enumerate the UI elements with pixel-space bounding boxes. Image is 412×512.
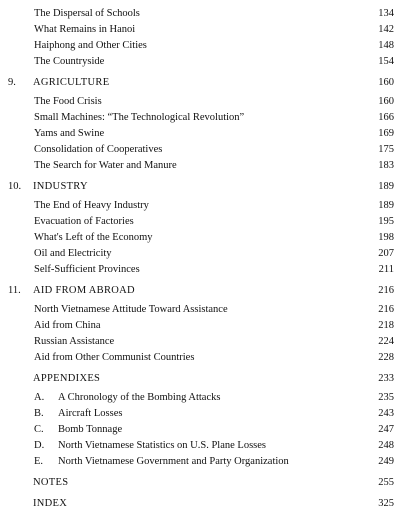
toc-entry-row[interactable] [0, 22, 412, 38]
appendix-entry-row[interactable] [0, 438, 412, 454]
appendixes-title: APPENDIXES [33, 373, 101, 384]
appendix-letter: E. [34, 456, 44, 467]
appendix-letter: A. [34, 392, 45, 403]
chapter-title: INDUSTRY [33, 181, 88, 192]
appendix-title: North Vietnamese Government and Party Organization [58, 456, 289, 467]
toc-entry-row[interactable] [0, 126, 412, 142]
toc-chapter-row[interactable] [0, 75, 412, 91]
page-number: 233 [378, 373, 394, 384]
page-number: 166 [378, 112, 394, 123]
page-number: 249 [378, 456, 394, 467]
entry-title: Yams and Swine [34, 128, 105, 139]
appendixes-heading-row[interactable] [0, 371, 412, 387]
page-number: 175 [378, 144, 394, 155]
page-number: 248 [378, 440, 394, 451]
appendix-entry-row[interactable] [0, 454, 412, 470]
toc-chapter-row[interactable] [0, 179, 412, 195]
toc-entry-row[interactable] [0, 214, 412, 230]
table-of-contents [0, 6, 412, 512]
page-number: 148 [378, 40, 394, 51]
page-number: 207 [378, 248, 394, 259]
appendix-title: Bomb Tonnage [58, 424, 123, 435]
entry-title: Russian Assistance [34, 336, 115, 347]
toc-entry-row[interactable] [0, 198, 412, 214]
page-number: 235 [378, 392, 394, 403]
appendix-title: A Chronology of the Bombing Attacks [58, 392, 221, 403]
entry-title: Aid from Other Communist Countries [34, 352, 195, 363]
appendix-entry-row[interactable] [0, 422, 412, 438]
toc-entry-row[interactable] [0, 94, 412, 110]
toc-entry-row[interactable] [0, 54, 412, 70]
entry-title: North Vietnamese Attitude Toward Assistance [34, 304, 228, 315]
entry-title: Self-Sufficient Provinces [34, 264, 140, 275]
page-number: 211 [378, 264, 394, 275]
notes-title: NOTES [33, 477, 69, 488]
page-number: 160 [378, 96, 394, 107]
appendix-title: North Vietnamese Statistics on U.S. Plane Losses [58, 440, 266, 451]
entry-title: What Remains in Hanoi [34, 24, 136, 35]
toc-entry-row[interactable] [0, 262, 412, 278]
toc-entry-row[interactable] [0, 246, 412, 262]
chapter-number: 9. [8, 77, 16, 88]
page-number: 154 [378, 56, 394, 67]
appendix-letter: C. [34, 424, 44, 435]
toc-entry-row[interactable] [0, 350, 412, 366]
chapter-title: AGRICULTURE [33, 77, 110, 88]
toc-entry-row[interactable] [0, 38, 412, 54]
page-number: 189 [378, 181, 394, 192]
page-number: 189 [378, 200, 394, 211]
page-number: 247 [378, 424, 394, 435]
notes-row[interactable] [0, 475, 412, 491]
entry-title: Consolidation of Cooperatives [34, 144, 163, 155]
page-number: 255 [378, 477, 394, 488]
page-number: 325 [378, 498, 394, 509]
entry-title: The Food Crisis [34, 96, 102, 107]
toc-entry-row[interactable] [0, 334, 412, 350]
page-number: 224 [378, 336, 394, 347]
chapter-title: AID FROM ABROAD [33, 285, 135, 296]
appendix-title: Aircraft Losses [58, 408, 123, 419]
index-title: INDEX [33, 498, 68, 509]
toc-entry-row[interactable] [0, 158, 412, 174]
entry-title: Evacuation of Factories [34, 216, 134, 227]
entry-title: Oil and Electricity [34, 248, 112, 259]
chapter-number: 11. [8, 285, 21, 296]
page-number: 183 [378, 160, 394, 171]
appendix-entry-row[interactable] [0, 406, 412, 422]
page-number: 216 [378, 304, 394, 315]
toc-chapter-row[interactable] [0, 283, 412, 299]
toc-entry-row[interactable] [0, 6, 412, 22]
toc-entry-row[interactable] [0, 142, 412, 158]
page-number: 198 [378, 232, 394, 243]
entry-title: The Dispersal of Schools [34, 8, 140, 19]
page-number: 228 [378, 352, 394, 363]
page-number: 216 [378, 285, 394, 296]
toc-entry-row[interactable] [0, 318, 412, 334]
entry-title: Haiphong and Other Cities [34, 40, 147, 51]
appendix-letter: D. [34, 440, 45, 451]
page-number: 218 [378, 320, 394, 331]
page-number: 195 [378, 216, 394, 227]
toc-entry-row[interactable] [0, 302, 412, 318]
index-row[interactable] [0, 496, 412, 512]
entry-title: The Search for Water and Manure [34, 160, 177, 171]
page-number: 169 [378, 128, 394, 139]
entry-title: Aid from China [34, 320, 101, 331]
entry-title: What's Left of the Economy [34, 232, 153, 243]
entry-title: Small Machines: “The Technological Revolution” [34, 112, 245, 123]
page-number: 134 [378, 8, 394, 19]
page-number: 160 [378, 77, 394, 88]
page-number: 243 [378, 408, 394, 419]
page-number: 142 [378, 24, 394, 35]
toc-entry-row[interactable] [0, 110, 412, 126]
toc-entry-row[interactable] [0, 230, 412, 246]
chapter-number: 10. [8, 181, 22, 192]
entry-title: The Countryside [34, 56, 105, 67]
appendix-entry-row[interactable] [0, 390, 412, 406]
appendix-letter: B. [34, 408, 44, 419]
entry-title: The End of Heavy Industry [34, 200, 149, 211]
